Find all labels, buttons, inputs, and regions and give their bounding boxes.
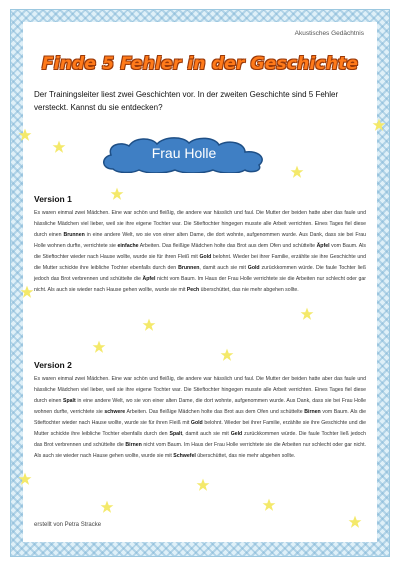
story-text: zurückkommen würde. Die faule Tochter ließ jedoch das Brot verbrennen und schüttelte die — [34, 431, 366, 448]
star-icon — [20, 285, 34, 299]
highlighted-word: Äpfel — [316, 243, 330, 249]
story-text: zurückkommen würde. Die faule Tochter ließ jedoch das Brot verbrennen und schüttelte die — [34, 265, 366, 282]
highlighted-word: Pech — [186, 287, 200, 293]
version-2-heading: Version 2 — [34, 360, 72, 370]
story-text: in eine andere Welt, wo sie von einer alten Dame, die dort wohnte, aufgenommen wurde. Aus Dank, dass sie bei Frau Holle wohnen durfte, verrichtete sie — [34, 232, 366, 249]
star-icon — [348, 515, 362, 529]
story-text: , damit auch sie mit — [199, 265, 248, 271]
star-icon — [372, 118, 386, 132]
story-text: nicht vom Baum. Im Haus der Frau Holle verrichtete sie die Arbeiten nur schlecht oder gar nicht. Als auch sie wieder nach Hause gehen wollte, wurde sie mit — [34, 442, 366, 459]
version-1-story — [34, 208, 366, 296]
story-text: in eine andere Welt, wo sie von einer alten Dame, die dort wohnte, aufgenommen wurde. Aus Dank, dass sie bei Frau Holle wohnen durfte, verrichtete sie — [34, 398, 366, 415]
version-1-heading: Version 1 — [34, 194, 72, 204]
story-text: überschüttet, das nie mehr abgehen sollte. — [199, 287, 299, 293]
story-text: belohnt. Wieder bei ihrer Familie, erzählte sie ihre Geschichte und die Mutter schickte ihre leibliche Tochter ebenfalls durch den — [34, 420, 366, 437]
star-icon — [92, 340, 106, 354]
highlighted-word: Gold — [199, 254, 212, 260]
star-icon — [300, 307, 314, 321]
header-topic: Akustisches Gedächtnis — [294, 30, 364, 37]
star-icon — [52, 140, 66, 154]
story-text: vom Baum. Als die Stieftochter wieder nach Hause wollte, wurde sie für ihren Fleiß mit — [34, 409, 366, 426]
highlighted-word: schwere — [104, 409, 126, 415]
story-text: Arbeiten. Das fleißige Mädchen holte das Brot aus dem Ofen und schüttelte — [125, 409, 305, 415]
page-title: Finde 5 Fehler in der Geschichte — [41, 54, 359, 74]
banner-title: Frau Holle — [151, 145, 217, 161]
highlighted-word: Gold — [190, 420, 203, 426]
highlighted-word: einfache — [117, 243, 139, 249]
story-text: nicht vom Baum. Im Haus der Frau Holle verrichtete sie die Arbeiten nur schlecht oder gar nicht. Als auch sie wieder nach Hause gehen wollte, wurde sie mit — [34, 276, 366, 293]
highlighted-word: Spalt — [63, 398, 76, 404]
star-icon — [290, 165, 304, 179]
story-text: Arbeiten. Das fleißige Mädchen holte das Brot aus dem Ofen und schüttelte — [138, 243, 317, 249]
story-text: , damit auch sie mit — [182, 431, 231, 437]
highlighted-word: Spalt — [169, 431, 183, 437]
highlighted-word: Birnen — [304, 409, 321, 415]
highlighted-word: Brunnen — [63, 232, 85, 238]
highlighted-word: Gold — [247, 265, 260, 271]
highlighted-word: Schwefel — [173, 453, 196, 459]
story-text: Es waren einmal zwei Mädchen. Eine war schön und fleißig, die andere war hässlich und faul. Die Mutter der beiden hatte aber das faule und hässliche Mädchen viel lieber, weil sie ihre eigene Tochter war. Die Stieftochter hingegen musste alle Arbeit verrichten. Eines Tages fiel diese durch einen — [34, 210, 366, 238]
highlighted-word: Äpfel — [142, 276, 156, 282]
author-credit: erstellt von Petra Stracke — [34, 522, 102, 528]
star-icon — [100, 500, 114, 514]
star-icon — [262, 498, 276, 512]
star-icon — [18, 472, 32, 486]
star-icon — [196, 478, 210, 492]
story-text: belohnt. Wieder bei ihrer Familie, erzählte sie ihre Geschichte und die Mutter schickte ihre leibliche Tochter ebenfalls durch den — [34, 254, 366, 271]
story-text: vom Baum. Als die Stieftochter wieder nach Hause wollte, wurde sie für ihren Fleiß mit — [34, 243, 366, 260]
intro-text: Der Trainingsleiter liest zwei Geschichten vor. In der zweiten Geschichte sind 5 Fehler versteckt. Kannst du sie entdecken? — [34, 90, 339, 112]
version-2-story — [34, 374, 366, 462]
story-text: überschüttet, das nie mehr abgehen sollte. — [195, 453, 296, 459]
star-icon — [110, 187, 124, 201]
highlighted-word: Brunnen — [178, 265, 200, 271]
star-icon — [220, 348, 234, 362]
star-icon — [142, 318, 156, 332]
highlighted-word: Birnen — [125, 442, 142, 448]
highlighted-word: Geld — [230, 431, 243, 437]
story-text: Es waren einmal zwei Mädchen. Eine war schön und fleißig, die andere war hässlich und faul. Die Mutter der beiden hatte aber das faule und hässliche Mädchen viel lieber, weil sie ihre eigene Tochter war. Die Stieftochter hingegen musste alle Arbeit verrichten. Eines Tages fiel diese durch einen — [34, 376, 366, 404]
star-icon — [18, 128, 32, 142]
